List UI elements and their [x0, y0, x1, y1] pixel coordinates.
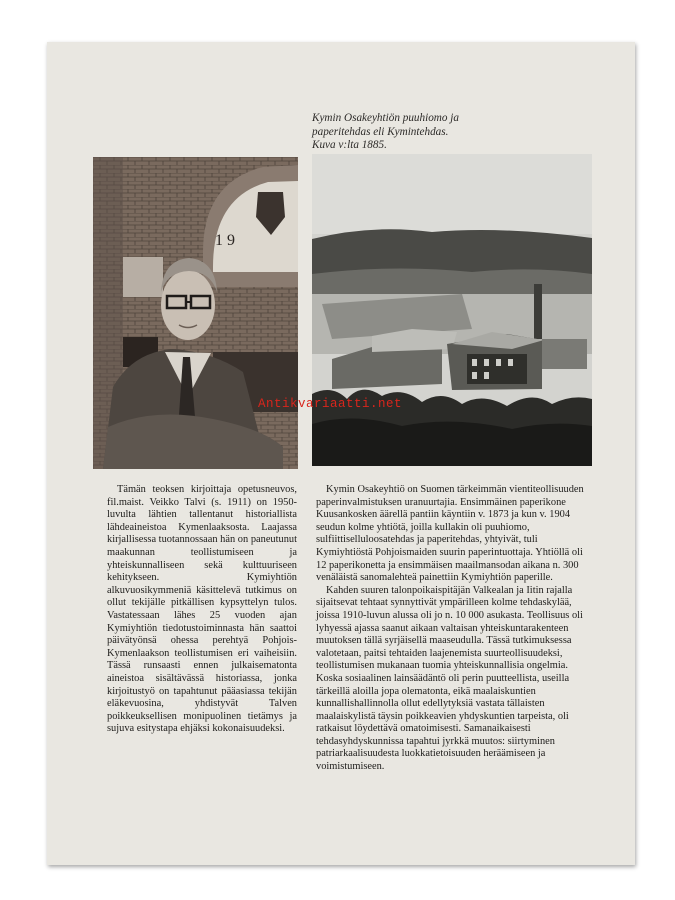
author-bio-paragraph: Tämän teoksen kirjoittaja opetusneuvos, fil.maist. Veikko Talvi (s. 1911) on 1950-luvulta lähtien tallentanut historiallista lähdeaineistoa Kymenlaaksosta. Laajassa kirjallisessa tuotannossaan hän on paneutunut maakunnan teollistumiseen ja yhteiskunnalliseen sekä kulttuuriseen kehitykseen. Kymiyhtiön alkuvuosikymmeniä käsittelevä tutkimus on ollut tekijälle pitkällisen kypsyttelyn tulos. Vastatessaan lähes 25 vuoden ajan Kymiyhtiön tiedotustoiminnasta hän saattoi päivätyönsä ohessa perehtyä Pohjois-Kymenlaakson teollistumisen eri vaiheisiin. Tässä runsaasti ennen julkaisematonta aineistoa sisältävässä historiassa, jonka kirjoitustyö on tapahtunut pääasiassa tekijän eläkevuosina, yhdistyvät Talven poikkeuksellisen monipuolinen tietämys ja sujuva esitystapa ehjäksi kokonaisuudeksi. [107, 484, 297, 735]
description-paragraph: Kymin Osakeyhtiö on Suomen tärkeimmän vientiteollisuuden paperinvalmistuksen uranuurtajia. Ensimmäinen paperikone Kuusankosken äärellä pantiin käyntiin v. 1873 ja kun v. 1904 seudun kolme yhtiötä, joilla kullakin oli puuhiomo, sulfiittiselluloosatehdas ja paperitehdas, yhtyivät, tuli Kymiyhtiöstä Pohjoismaiden suurin paperintuottaja. Yhtiöllä oli 12 paperikonetta ja ensimmäisen maailmansodan aikana n. 300 venäläistä sanomalehteä painettiin Kymiyhtiön paperille. [316, 484, 584, 584]
mill-landscape-photo [312, 154, 592, 466]
author-portrait-photo [93, 157, 298, 469]
mill-illustration [312, 154, 592, 466]
author-bio-text [107, 484, 297, 736]
watermark-text: Antikvariaatti.net [258, 397, 403, 411]
portrait-illustration [93, 157, 298, 469]
description-paragraph: Kahden suuren talonpoikaispitäjän Valkealan ja Iitin rajalla sijaitsevat tehtaat synnyttivät ympärilleen kolme tehdaskylää, joissa 1910-luvun alussa oli jo n. 10 000 asukasta. Teollisuus oli lyhyessä ajassa saanut aikaan valtaisan yhteiskuntarakenteen muutoksen tällä syrjäisellä maaseudulla. Tässä tutkimuksessa valotetaan, paitsi tehtaiden laajenemista suurteollisuudeksi, teollistumisen mukanaan tuomia yhteiskunnallisia ongelmia. Koska sosiaalinen lainsäädäntö oli perin puutteellista, useilla tärkeillä aloilla jopa olematonta, eikä maalaiskuntien kunnallishallinnolla ollut edellytyksiä vastata tällaisten maalaiskylistä täysin poikkeavien yhdyskuntien tarpeista, oli ratkaisut löydettävä omatoimisesti. Samanaikaisesti tehdasyhdyskunnissa tapahtui jyrkkä muutos: siirtyminen patriarkaalisuudesta luokkatietoisuuden heräämiseen ja voimistumiseen. [316, 584, 583, 773]
photo-caption: Kymin Osakeyhtiön puuhiomo ja paperitehdas eli Kymintehdas. Kuva v:lta 1885. [312, 112, 459, 151]
book-description-text [316, 484, 588, 774]
building-date-text: 1 9 [215, 232, 235, 249]
